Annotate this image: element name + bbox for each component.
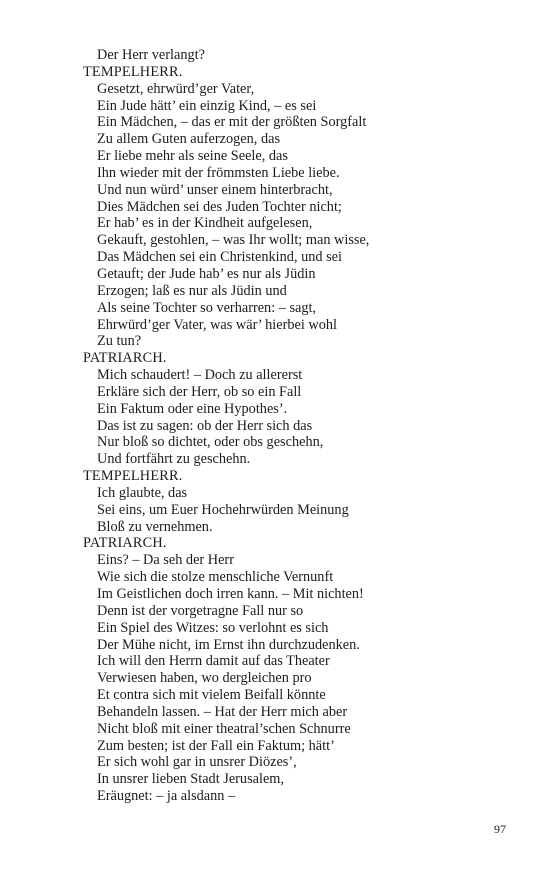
verse-line: Er sich wohl gar in unsrer Diözes’,	[97, 754, 297, 771]
speaker-name: PATRIARCH.	[83, 350, 167, 367]
speaker-name: TEMPELHERR.	[83, 468, 183, 485]
verse-line: Ein Spiel des Witzes: so verlohnt es sich	[97, 619, 329, 636]
verse-line: Und fortfährt zu geschehn.	[97, 451, 251, 468]
verse-line: Gesetzt, ehrwürd’ger Vater,	[97, 80, 255, 97]
page-number: 97	[494, 822, 506, 836]
verse-line: Nur bloß so dichtet, oder obs geschehn,	[97, 434, 324, 451]
verse-line: Nicht bloß mit einer theatral’schen Schnurre	[97, 720, 351, 737]
verse-line: Mich schaudert! – Doch zu allererst	[97, 367, 303, 384]
verse-line: Erkläre sich der Herr, ob so ein Fall	[97, 383, 302, 400]
verse-line: Denn ist der vorgetragne Fall nur so	[97, 602, 304, 619]
verse-line: Eins? – Da seh der Herr	[97, 552, 234, 569]
verse-line: Der Mühe nicht, im Ernst ihn durchzudenken.	[97, 636, 360, 653]
verse-line: Sei eins, um Euer Hochehrwürden Meinung	[97, 501, 349, 518]
verse-line: Und nun würd’ unser einem hinterbracht,	[97, 181, 333, 198]
verse-line: In unsrer lieben Stadt Jerusalem,	[97, 771, 284, 788]
verse-line: Ich glaubte, das	[97, 484, 188, 501]
verse-line: Das ist zu sagen: ob der Herr sich das	[97, 417, 313, 434]
verse-line: Dies Mädchen sei des Juden Tochter nicht;	[97, 198, 342, 215]
verse-line: Ich will den Herrn damit auf das Theater	[97, 653, 330, 670]
verse-line: Behandeln lassen. – Hat der Herr mich aber	[97, 703, 348, 720]
verse-line: Et contra sich mit vielem Beifall könnte	[97, 687, 326, 704]
play-text	[83, 47, 523, 805]
verse-line: Getauft; der Jude hab’ es nur als Jüdin	[97, 265, 316, 282]
verse-line: Zum besten; ist der Fall ein Faktum; hätt’	[97, 737, 335, 754]
verse-line: Gekauft, gestohlen, – was Ihr wollt; man wisse,	[97, 232, 370, 249]
verse-line: Eräugnet: – ja alsdann –	[97, 788, 236, 805]
verse-line: Erzogen; laß es nur als Jüdin und	[97, 282, 287, 299]
verse-line: Er hab’ es in der Kindheit aufgelesen,	[97, 215, 313, 232]
verse-line: Ihn wieder mit der frömmsten Liebe liebe.	[97, 164, 340, 181]
verse-line: Ein Mädchen, – das er mit der größten Sorgfalt	[97, 114, 367, 131]
verse-line: Ein Faktum oder eine Hypothes’.	[97, 400, 288, 417]
verse-line: Der Herr verlangt?	[97, 47, 205, 63]
verse-line: Zu allem Guten auferzogen, das	[97, 131, 281, 148]
verse-line: Zu tun?	[97, 333, 142, 350]
verse-line: Er liebe mehr als seine Seele, das	[97, 148, 288, 165]
speaker-name: TEMPELHERR.	[83, 63, 183, 80]
verse-line: Als seine Tochter so verharren: – sagt,	[97, 299, 317, 316]
verse-line: Das Mädchen sei ein Christenkind, und sei	[97, 249, 342, 266]
verse-line: Verwiesen haben, wo dergleichen pro	[97, 670, 312, 687]
verse-line: Ein Jude hätt’ ein einzig Kind, – es sei	[97, 97, 317, 114]
verse-line: Ehrwürd’ger Vater, was wär’ hierbei wohl	[97, 316, 338, 333]
verse-line: Im Geistlichen doch irren kann. – Mit nichten!	[97, 586, 364, 602]
speaker-name: PATRIARCH.	[83, 535, 167, 552]
verse-line: Wie sich die stolze menschliche Vernunft	[97, 569, 334, 586]
verse-line: Bloß zu vernehmen.	[97, 518, 213, 535]
